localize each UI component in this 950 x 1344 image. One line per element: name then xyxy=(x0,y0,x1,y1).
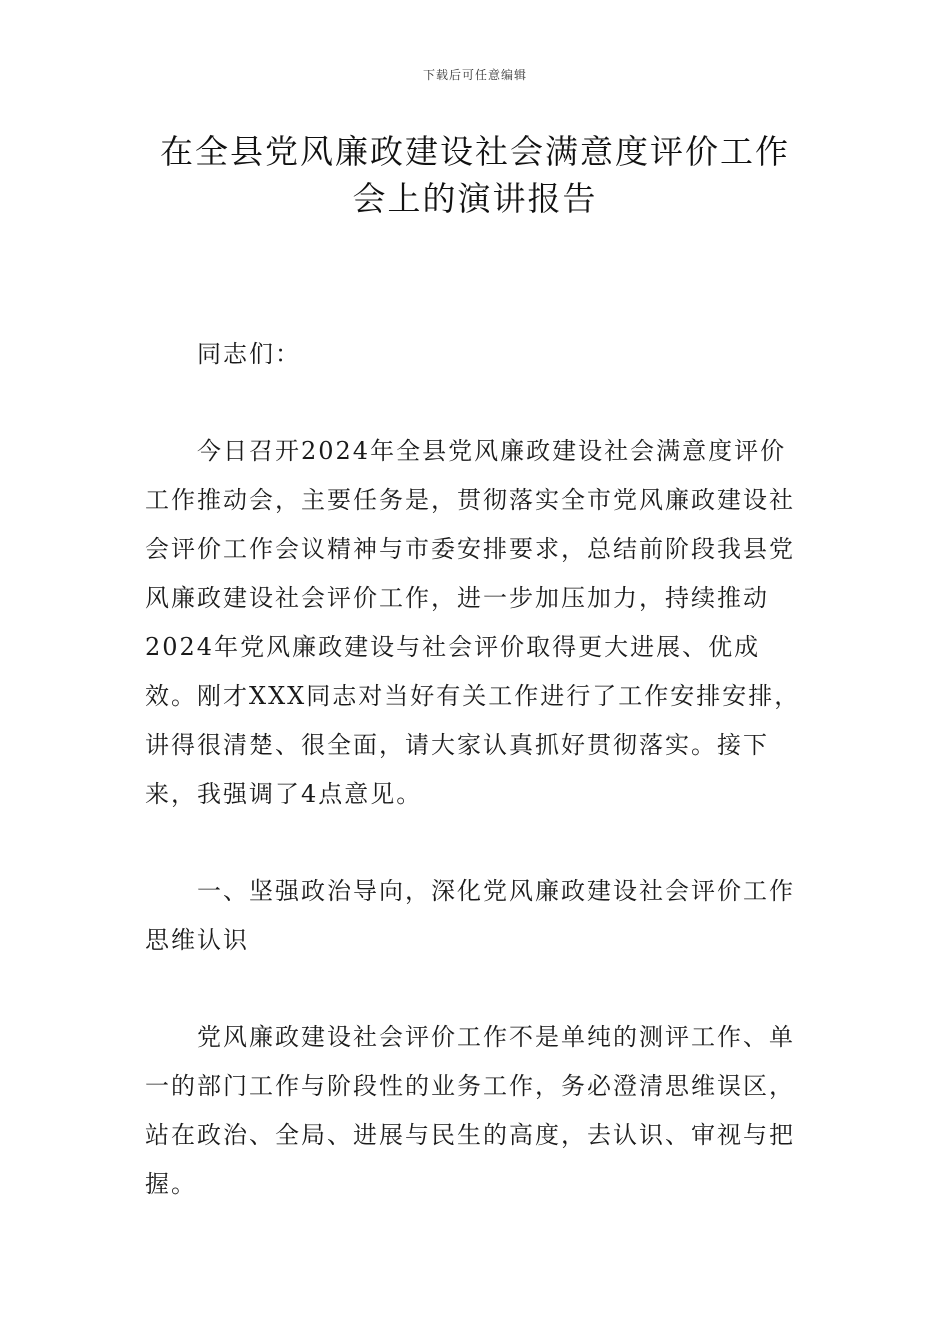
section-paragraph: 党风廉政建设社会评价工作不是单纯的测评工作、单一的部门工作与阶段性的业务工作，务必澄清思维误区，站在政治、全局、进展与民生的高度，去认识、审视与把握。 xyxy=(145,1023,795,1198)
document-body xyxy=(145,330,810,1257)
header-note: 下载后可任意编辑 xyxy=(422,68,527,82)
intro-paragraph: 今日召开2024年全县党风廉政建设社会满意度评价工作推动会，主要任务是，贯彻落实全市党风廉政建设社会评价工作会议精神与市委安排要求，总结前阶段我县党风廉政建设社会评价工作，进一步加压加力，持续推动2024年党风廉政建设与社会评价取得更大进展、优成效。刚才XXX同志对当好有关工作进行了工作安排安排，讲得很清楚、很全面，请大家认真抓好贯彻落实。接下来，我强调了4点意见。 xyxy=(145,437,801,808)
title-line-1: 在全县党风廉政建设社会满意度评价工作 xyxy=(160,132,790,171)
section-heading: 一、坚强政治导向，深化党风廉政建设社会评价工作思维认识 xyxy=(145,877,795,954)
salutation: 同志们： xyxy=(197,340,301,368)
document-title xyxy=(100,128,850,222)
title-line-2: 会上的演讲报告 xyxy=(352,179,598,218)
